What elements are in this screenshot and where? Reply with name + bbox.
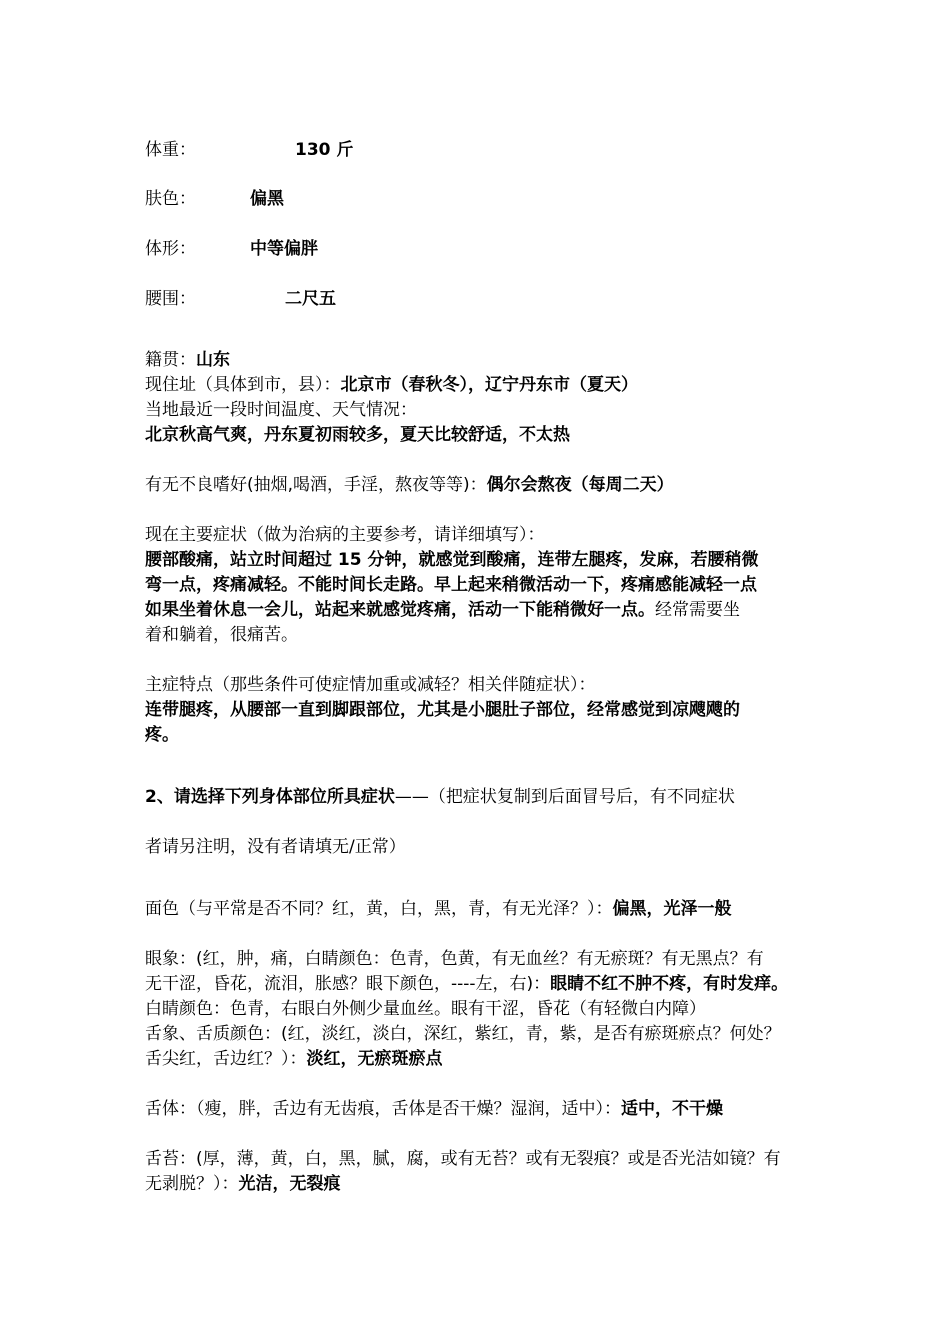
tongue-line-2-label: 舌尖红，舌边红？）：: [145, 1049, 307, 1069]
waist-label: 腰围：: [145, 289, 196, 309]
symptoms-line-2: 弯一点，疼痛减轻。不能时间长走路。早上起来稍微活动一下，疼痛感能减轻一点: [145, 575, 757, 595]
habits-label: 有无不良嗜好(抽烟,喝酒，手淫，熬夜等等)：: [145, 475, 487, 495]
face-row: [145, 897, 732, 922]
weather-value: 北京秋高气爽，丹东夏初雨较多，夏天比较舒适，不太热: [145, 425, 570, 445]
section2-title: 2、请选择下列身体部位所具症状: [145, 787, 395, 807]
weight-row: [145, 138, 196, 163]
eyes-line-2-row: [145, 972, 788, 997]
coating-line-2-row: [145, 1172, 341, 1197]
symptoms-label: 现在主要症状（做为治病的主要参考，请详细填写）：: [145, 525, 545, 545]
symptoms-line-1: 腰部酸痛，站立时间超过 15 分钟，就感觉到酸痛，连带左腿疼，发麻，若腰稍微: [145, 550, 759, 570]
origin-value: 山东: [196, 350, 230, 370]
coating-line-2-label: 无剥脱？）：: [145, 1174, 239, 1194]
tongue-line-1: 舌象、舌质颜色：(红，淡红，淡白，深红，紫红，青，紫，是否有瘀斑瘀点？何处？: [145, 1024, 781, 1044]
address-row: [145, 373, 638, 398]
weight-label: 体重：: [145, 140, 196, 160]
eyes-line-1: 眼象：(红，肿，痛，白睛颜色：色青，色黄，有无血丝？有无瘀斑？有无黑点？有: [145, 949, 764, 969]
tongue-body-value: 适中，不干燥: [621, 1099, 723, 1119]
tongue-body-label: 舌体：（瘦，胖，舌边有无齿痕，舌体是否干燥？湿润，适中）：: [145, 1099, 621, 1119]
section2-title-rest: ——（把症状复制到后面冒号后，有不同症状: [394, 787, 735, 807]
skin-value: 偏黑: [250, 189, 284, 209]
origin-label: 籍贯：: [145, 350, 196, 370]
weight-value: 130 斤: [295, 140, 354, 160]
symptoms-line-3-row: [145, 598, 740, 623]
tongue-line-2-row: [145, 1047, 443, 1072]
features-label: 主症特点（那些条件可使症情加重或减轻？相关伴随症状）：: [145, 675, 596, 695]
symptoms-line-3: 如果坐着休息一会儿，站起来就感觉疼痛，活动一下能稍微好一点。: [145, 600, 655, 620]
eyes-line-2-label: 无干涩，昏花，流泪，胀感？眼下颜色，----左，右)：: [145, 974, 551, 994]
habits-value: 偶尔会熬夜（每周二天）: [486, 475, 674, 495]
features-line-2: 疼。: [145, 725, 179, 745]
coating-line-1: 舌苔：(厚，薄，黄，白，黑，腻，腐，或有无苔？或有无裂痕？或是否光洁如镜？有: [145, 1149, 781, 1169]
shape-label: 体形：: [145, 239, 196, 259]
weather-label: 当地最近一段时间温度、天气情况：: [145, 400, 417, 420]
address-value: 北京市（春秋冬），辽宁丹东市（夏天）: [340, 375, 638, 395]
tongue-line-2-value: 淡红，无瘀斑瘀点: [306, 1049, 443, 1069]
symptoms-line-4: 着和躺着，很痛苦。: [145, 625, 298, 645]
section2-line-2: 者请另注明，没有者请填无/正常）: [145, 837, 406, 857]
section2-title-row: [145, 785, 735, 810]
shape-value: 中等偏胖: [250, 239, 318, 259]
face-label: 面色（与平常是否不同？红，黄，白，黑，青，有无光泽？）：: [145, 899, 613, 919]
coating-line-2-value: 光洁，无裂痕: [238, 1174, 341, 1194]
eyes-line-2-value: 眼睛不红不肿不疼，有时发痒。: [550, 974, 789, 994]
habits-row: [145, 473, 674, 498]
address-label: 现住址（具体到市，县）：: [145, 375, 341, 395]
waist-value: 二尺五: [285, 289, 336, 309]
tongue-body-row: [145, 1097, 723, 1122]
features-line-1: 连带腿疼，从腰部一直到脚跟部位，尤其是小腿肚子部位，经常感觉到凉飕飕的: [145, 700, 740, 720]
face-value: 偏黑，光泽一般: [612, 899, 732, 919]
skin-label: 肤色：: [145, 189, 196, 209]
eyes-line-3: 白睛颜色：色青，右眼白外侧少量血丝。眼有干涩，昏花（有轻微白内障）: [145, 999, 706, 1019]
origin-row: [145, 348, 230, 373]
symptoms-line-3-tail: 经常需要坐: [655, 600, 740, 620]
